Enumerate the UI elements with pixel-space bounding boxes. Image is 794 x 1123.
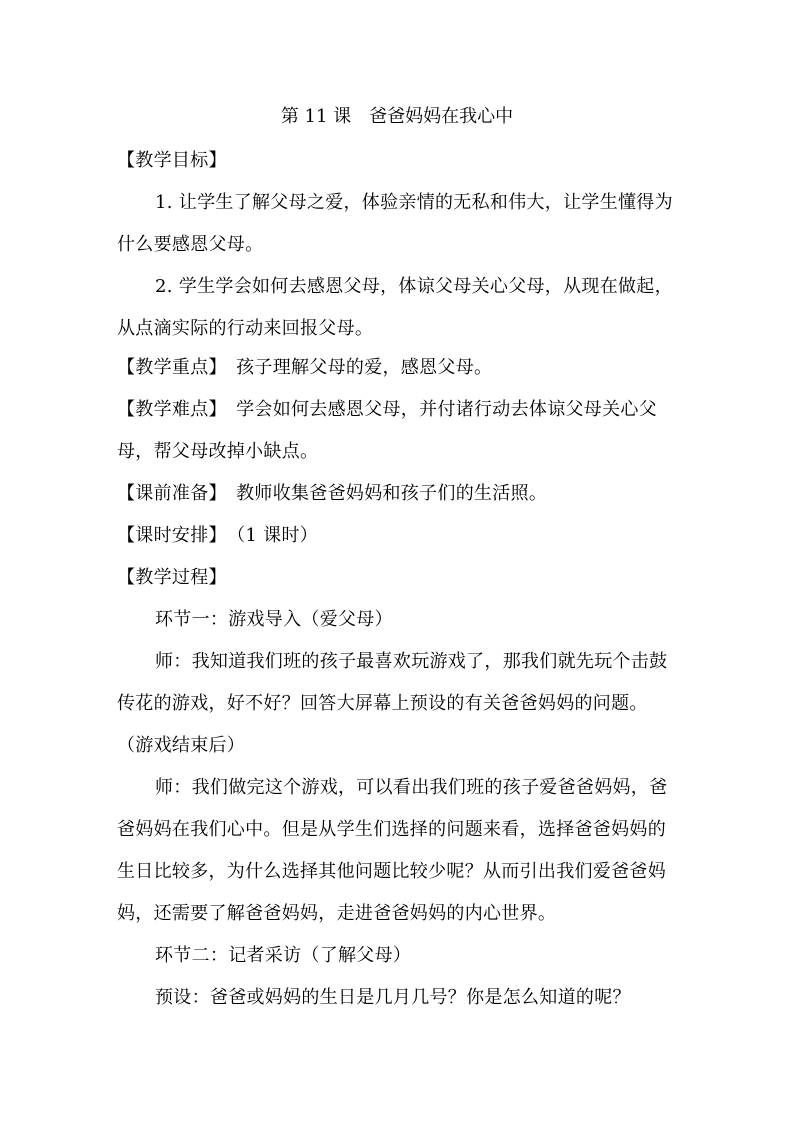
paragraph-1-line-2: 传花的游戏，好不好？回答大屏幕上预设的有关爸爸妈妈的问题。	[117, 693, 648, 714]
paragraph-2-line-1: 师：我们做完这个游戏，可以看出我们班的孩子爱爸爸妈妈，爸	[155, 777, 668, 798]
paragraph-2-line-3: 生日比较多，为什么选择其他问题比较少呢？从而引出我们爱爸爸妈	[117, 861, 666, 882]
objective-1-line-2: 什么要感恩父母。	[117, 234, 264, 255]
objective-2-line-2: 从点滴实际的行动来回报父母。	[117, 318, 374, 339]
lesson-title: 第 11 课 爸爸妈妈在我心中	[280, 106, 514, 127]
objective-1-line-1: 1. 让学生了解父母之爱，体验亲情的无私和伟大，让学生懂得为	[155, 192, 673, 213]
paragraph-2-line-4: 妈，还需要了解爸爸妈妈，走进爸爸妈妈的内心世界。	[117, 903, 557, 924]
paragraph-1-line-1: 师：我知道我们班的孩子最喜欢玩游戏了，那我们就先玩个击鼓	[155, 651, 668, 672]
difficulties-line-2: 母，帮父母改掉小缺点。	[117, 441, 319, 462]
preparation: 【课前准备】 教师收集爸爸妈妈和孩子们的生活照。	[117, 483, 548, 504]
key-points: 【教学重点】 孩子理解父母的爱，感恩父母。	[117, 357, 493, 378]
paragraph-2-line-2: 爸妈妈在我们心中。但是从学生们选择的问题来看，选择爸爸妈妈的	[117, 819, 666, 840]
step-two-heading: 环节二：记者采访（了解父母）	[155, 945, 412, 966]
schedule: 【课时安排】 （1 课时）	[117, 525, 319, 546]
step-one-heading: 环节一：游戏导入（爱父母）	[155, 609, 393, 630]
difficulties-line-1: 【教学难点】 学会如何去感恩父母，并付诸行动去体谅父母关心父	[117, 399, 657, 420]
section-heading-process: 【教学过程】	[117, 567, 227, 588]
paragraph-1-line-3: （游戏结束后）	[117, 735, 246, 756]
preset-question: 预设：爸爸或妈妈的生日是几月几号？你是怎么知道的呢？	[155, 987, 631, 1008]
section-heading-objectives: 【教学目标】	[117, 150, 227, 171]
objective-2-line-1: 2. 学生学会如何去感恩父母，体谅父母关心父母，从现在做起，	[155, 276, 673, 297]
